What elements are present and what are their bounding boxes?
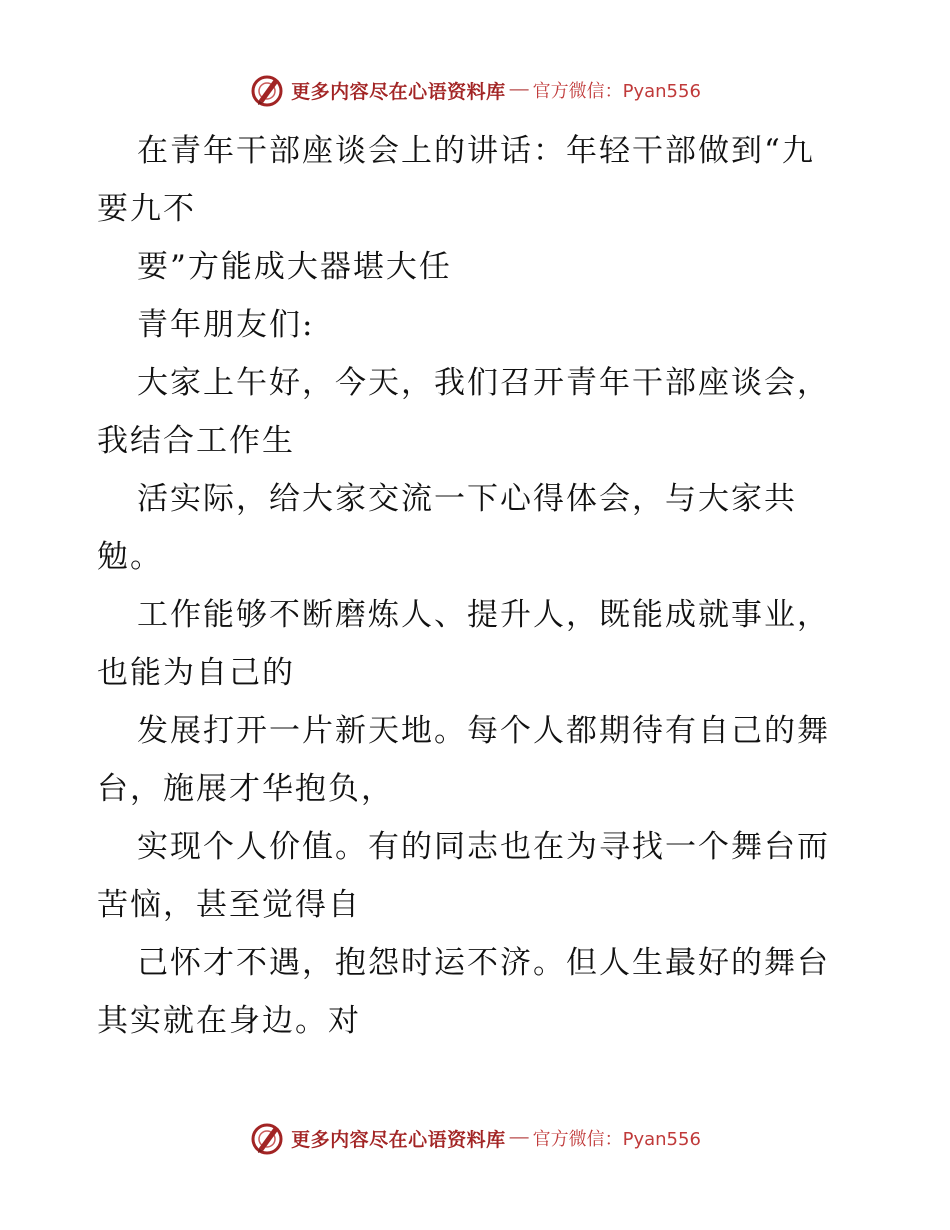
body-line-3: 要”方能成大器堪大任	[137, 249, 452, 285]
body-line-12: 台，施展才华抱负，	[97, 771, 394, 807]
footer-brand-text: 更多内容尽在心语资料库	[291, 1128, 506, 1151]
body-line-7: 活实际，给大家交流一下心得体会，与大家共	[137, 481, 797, 517]
body-line-16: 其实就在身边。对	[97, 1003, 361, 1039]
footer-separator: —	[509, 1127, 529, 1148]
pen-logo-icon	[249, 1120, 285, 1156]
body-line-4: 青年朋友们:	[137, 307, 315, 343]
body-line-1: 在青年干部座谈会上的讲话：年轻干部做到“九	[137, 133, 815, 169]
body-line-11: 发展打开一片新天地。每个人都期待有自己的舞	[137, 713, 830, 749]
body-line-15: 己怀才不遇，抱怨时运不济。但人生最好的舞台	[137, 945, 830, 981]
body-line-14: 苦恼，甚至觉得自	[97, 887, 361, 923]
header-separator: —	[509, 79, 529, 100]
footer-banner	[0, 1118, 950, 1158]
pen-logo-icon	[249, 72, 285, 108]
document-body	[97, 122, 857, 1050]
body-line-9: 工作能够不断磨炼人、提升人，既能成就事业，	[137, 597, 830, 633]
body-line-13: 实现个人价值。有的同志也在为寻找一个舞台而	[137, 829, 830, 865]
header-brand-text: 更多内容尽在心语资料库	[291, 80, 506, 103]
header-banner	[0, 70, 950, 110]
body-line-2: 要九不	[97, 191, 196, 227]
body-line-10: 也能为自己的	[97, 655, 295, 691]
footer-contact-text: 官方微信：Pyan556	[532, 1129, 701, 1150]
body-line-6: 我结合工作生	[97, 423, 295, 459]
body-line-8: 勉。	[97, 539, 163, 575]
header-contact-text: 官方微信：Pyan556	[532, 81, 701, 102]
body-line-5: 大家上午好，今天，我们召开青年干部座谈会，	[137, 365, 830, 401]
